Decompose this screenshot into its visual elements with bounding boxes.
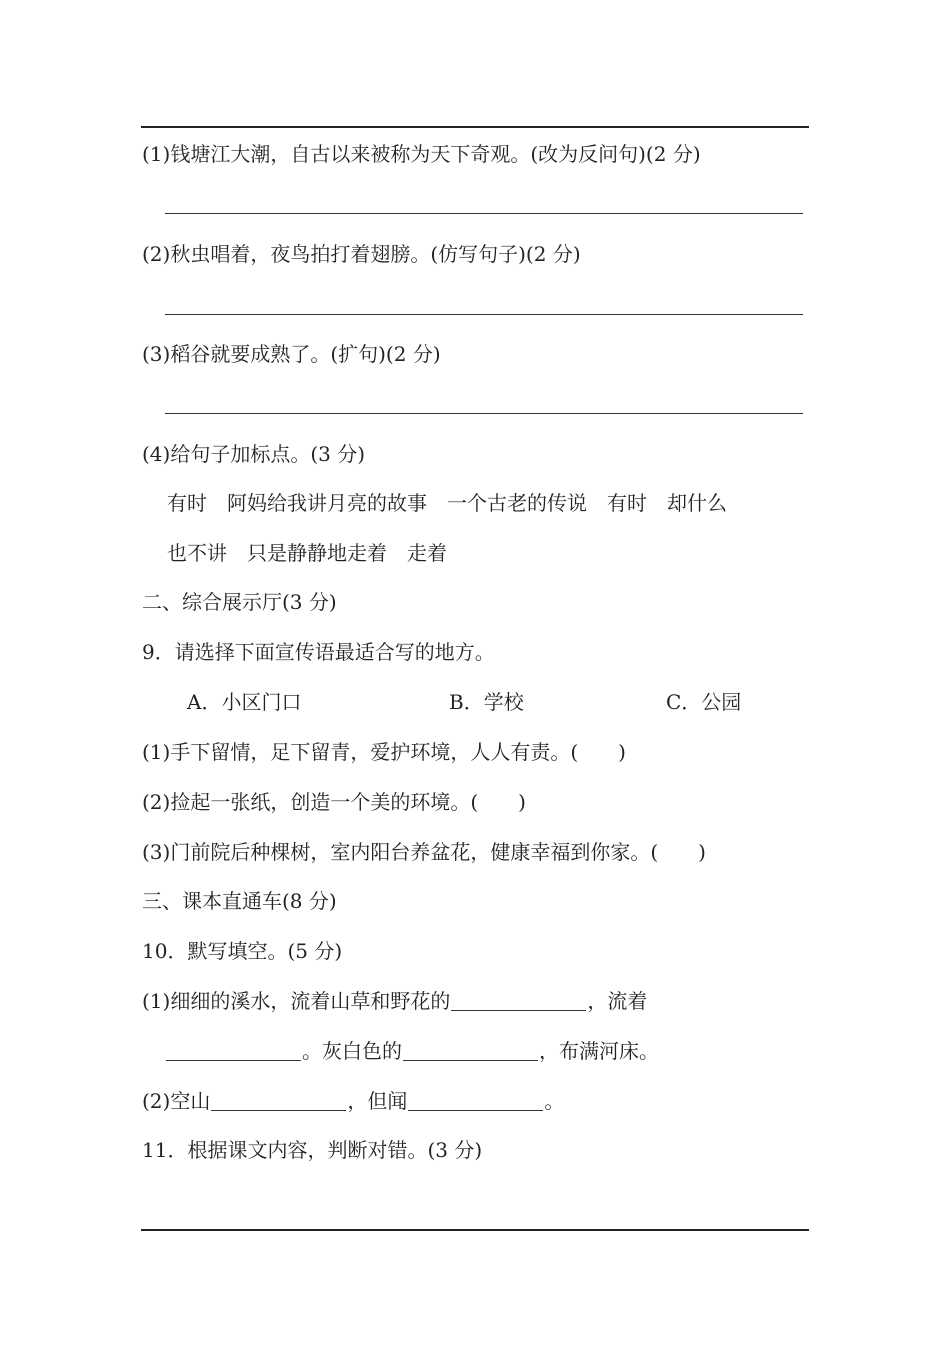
option-b: B．学校 bbox=[449, 690, 524, 714]
q8-sentence-3: (3)稻谷就要成熟了。(扩句)(2 分) bbox=[142, 342, 441, 366]
q10-1-text-d: ，布满河床。 bbox=[539, 1039, 659, 1063]
fill-blank-2[interactable] bbox=[166, 1040, 301, 1061]
q8-sentence-1: (1)钱塘江大潮，自古以来被称为天下奇观。(改为反问句)(2 分) bbox=[142, 142, 701, 166]
q10-1-text-b: ，流着 bbox=[587, 989, 648, 1013]
fill-blank-5[interactable] bbox=[408, 1090, 543, 1111]
q10-1-text-c: 。灰白色的 bbox=[302, 1039, 402, 1063]
fill-blank-3[interactable] bbox=[403, 1040, 538, 1061]
top-rule bbox=[141, 126, 809, 128]
q9-stem: 9．请选择下面宣传语最适合写的地方。 bbox=[142, 640, 495, 664]
answer-line-3[interactable] bbox=[165, 413, 803, 414]
bottom-rule bbox=[141, 1229, 809, 1231]
q10-2-text-c: 。 bbox=[544, 1089, 565, 1113]
answer-line-2[interactable] bbox=[165, 314, 803, 315]
punctuation-text-line-2: 也不讲 只是静静地走着 走着 bbox=[167, 541, 447, 565]
option-a: A．小区门口 bbox=[187, 690, 302, 714]
q9-item-1[interactable]: (1)手下留情，足下留青，爱护环境，人人有责。( ) bbox=[142, 740, 626, 764]
q10-item-1-line-1 bbox=[142, 988, 647, 1014]
q8-sentence-2: (2)秋虫唱着，夜鸟拍打着翅膀。(仿写句子)(2 分) bbox=[142, 242, 581, 266]
q10-stem: 10．默写填空。(5 分) bbox=[142, 939, 343, 963]
q9-item-2[interactable]: (2)捡起一张纸，创造一个美的环境。( ) bbox=[142, 790, 526, 814]
option-c: C．公园 bbox=[666, 690, 742, 714]
q9-item-3[interactable]: (3)门前院后种棵树，室内阳台养盆花，健康幸福到你家。( ) bbox=[142, 840, 706, 864]
q11-stem: 11．根据课文内容，判断对错。(3 分) bbox=[142, 1138, 483, 1162]
q10-1-text-a: (1)细细的溪水，流着山草和野花的 bbox=[142, 989, 451, 1013]
q10-2-text-a: (2)空山 bbox=[142, 1089, 211, 1113]
q10-item-1-line-2 bbox=[165, 1038, 659, 1064]
section-3-heading: 三、课本直通车(8 分) bbox=[142, 889, 337, 913]
answer-line-1[interactable] bbox=[165, 213, 803, 214]
section-2-heading: 二、综合展示厅(3 分) bbox=[142, 590, 337, 614]
q10-item-2 bbox=[142, 1088, 564, 1114]
q8-sentence-4: (4)给句子加标点。(3 分) bbox=[142, 442, 366, 466]
fill-blank-1[interactable] bbox=[451, 990, 586, 1011]
fill-blank-4[interactable] bbox=[211, 1090, 346, 1111]
q10-2-text-b: ，但闻 bbox=[347, 1089, 408, 1113]
punctuation-text-line-1: 有时 阿妈给我讲月亮的故事 一个古老的传说 有时 却什么 bbox=[167, 491, 727, 515]
